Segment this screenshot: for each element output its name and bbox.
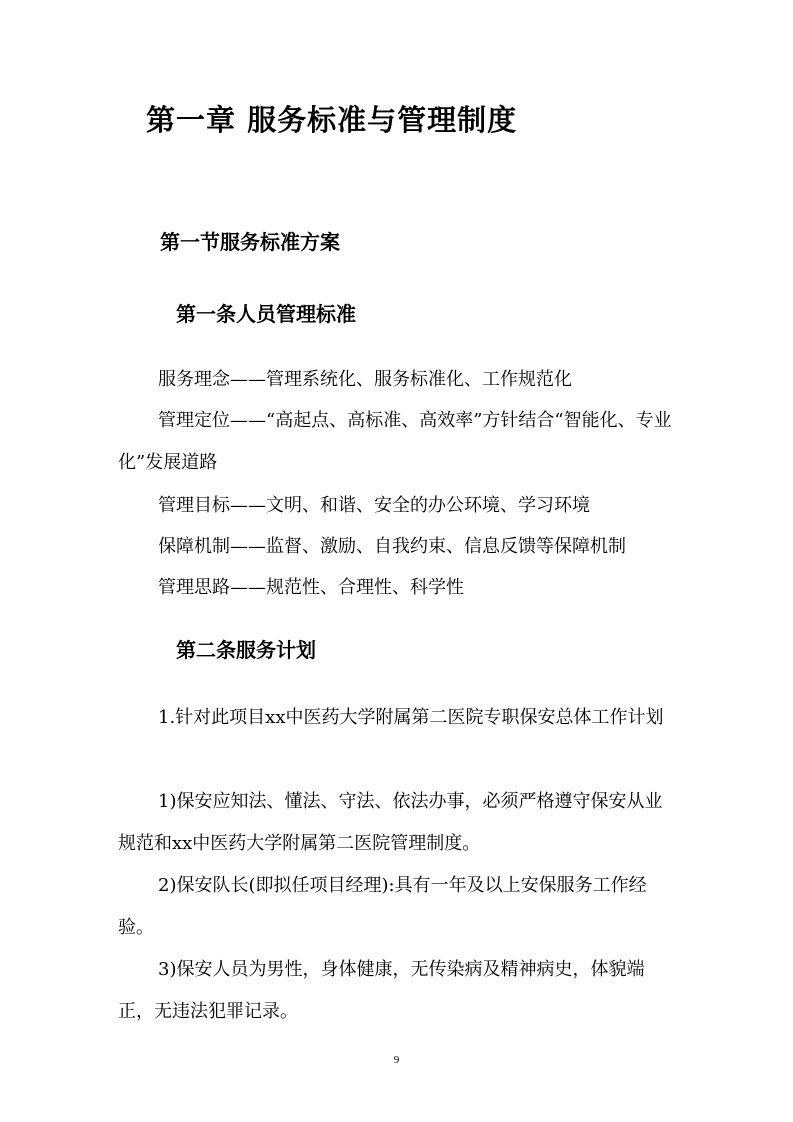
article-title-service-plan: 第二条服务计划	[176, 638, 316, 662]
plan-paragraph-4: 3)保安人员为男性，身体健康，无传染病及精神病史，体貌端正，无违法犯罪记录。	[118, 959, 645, 1022]
management-approach-line: 管理思路——规范性、合理性、科学性	[158, 577, 464, 598]
service-concept-line: 服务理念——管理系统化、服务标准化、工作规范化	[158, 369, 572, 390]
plan-paragraph-2: 1)保安应知法、懂法、守法、依法办事，必须严格遵守保安从业规范和xx中医药大学附属第二医院管理制度。	[118, 791, 663, 854]
page-number: 9	[393, 1054, 400, 1066]
section-title: 第一节服务标准方案	[160, 230, 340, 254]
chapter-title: 第一章 服务标准与管理制度	[146, 103, 518, 137]
article-title-personnel-standard: 第一条人员管理标准	[176, 302, 356, 326]
guarantee-mechanism-line: 保障机制——监督、激励、自我约束、信息反馈等保障机制	[158, 536, 626, 557]
plan-paragraph-3: 2)保安队长(即拟任项目经理):具有一年及以上安保服务工作经验。	[118, 875, 647, 938]
management-goal-line: 管理目标——文明、和谐、安全的办公环境、学习环境	[158, 495, 590, 516]
management-positioning-paragraph: 管理定位——“高起点、高标准、高效率”方针结合“智能化、专业化”发展道路	[118, 410, 672, 473]
plan-paragraph-1: 1.针对此项目xx中医药大学附属第二医院专职保安总体工作计划	[158, 707, 664, 728]
